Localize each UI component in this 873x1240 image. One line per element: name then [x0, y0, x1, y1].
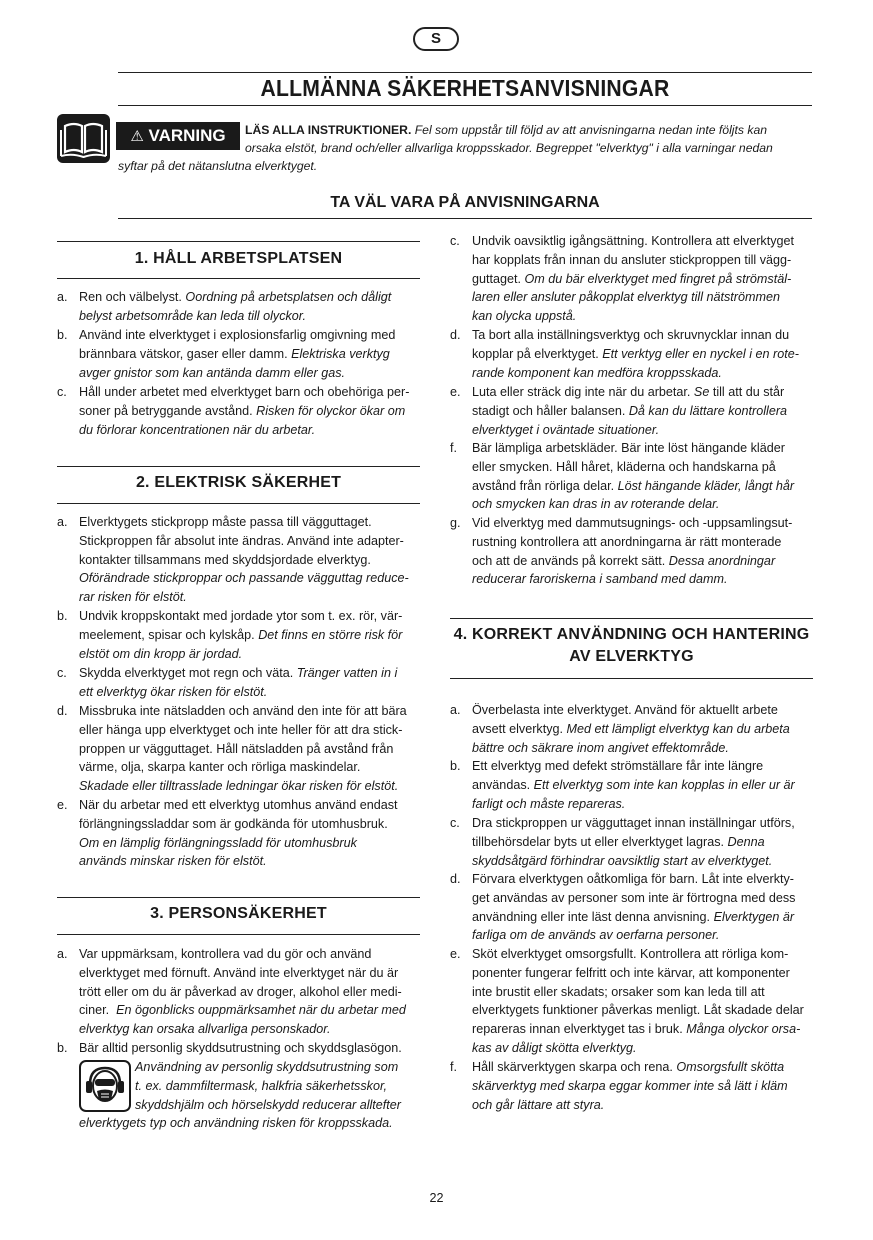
page-number: 22: [429, 1191, 444, 1205]
list-item: f. Bär lämpliga arbetskläder. Bär inte löst hängande kläder eller smycken. Håll håret, kläderna och handskarna på avstånd från rörliga delar. Löst hängande kläder, långt hår och smycken kan dras in av roterande delar.: [450, 441, 795, 512]
section-2-title: 2. ELEKTRISK SÄKERHET: [135, 474, 342, 491]
list-item: e. Luta eller sträck dig inte när du arbetar. Se till att du står stadigt och håller balansen. Då kan du lättare kontrollera elverktyget i oväntade situationer.: [450, 385, 788, 437]
title-rule-bottom: [118, 105, 812, 106]
manual-book-icon: [57, 114, 110, 163]
list-item: f. Håll skärverktygen skarpa och rena. Omsorgsfullt skötta skärverktyg med skarpa eggar kommer inte så lätt i kläm och går lättare att styra.: [450, 1060, 788, 1112]
s3-rule-bottom: [57, 934, 420, 935]
s4-rule-bottom: [450, 678, 813, 679]
list-item: b. Använd inte elverktyget i explosionsfarlig omgivning med brännbara vätskor, gaser eller damm. Elektriska verktyg avger gnistor som kan antända damm eller gas.: [57, 328, 396, 380]
list-item: b. Undvik kroppskontakt med jordade ytor som t. ex. rör, vär- meelement, spisar och kylskåp. Det finns en större risk för elstöt om din kropp är jordad.: [57, 609, 403, 661]
list-item: b. Bär alltid personlig skyddsutrustning och skyddsglasögon. Användning av personlig skyddsutrustning som t. ex. dammfiltermask, halkfria säkerhetsskor, skyddshjälm och hörselskydd reducerar alltefter elverktygets typ och användning risken för kroppsskada.: [57, 1041, 402, 1130]
list-item: a. Var uppmärksam, kontrollera vad du gör och använd elverktyget med förnuft. Använd inte elverktyget när du är trött eller om du är påverkad av droger, alkohol eller medi- ciner. En ögonblicks ouppmärksamhet när du arbetar med elverktyg kan orsaka allvarliga personskador.: [57, 947, 406, 1037]
page-title: ALLMÄNNA SÄKERHETSANVISNINGAR: [260, 75, 670, 101]
warning-text: LÄS ALLA INSTRUKTIONER. Fel som uppstår till följd av att anvisningarna nedan inte följts kan orsaka elstöt, brand och/eller allvarliga kroppsskador. Begreppet "elverktyg" i alla varningar nedan: [245, 123, 773, 155]
list-item: d. Missbruka inte nätsladden och använd den inte för att bära eller hänga upp elverktyget och inte heller för att dra stick- proppen ur vägguttaget. Håll nätsladden på avstånd från värme, olja, skarpa kanter och rörliga maskindelar. Skadade eller tilltrasslade ledningar ökar risken för elstöt.: [57, 704, 407, 794]
s1-rule-bottom: [57, 278, 420, 279]
subtitle: TA VÄL VARA PÅ ANVISNINGARNA: [330, 194, 600, 211]
protective-equipment-icon: [79, 1060, 131, 1112]
s2-rule-bottom: [57, 503, 420, 504]
s3-rule-top: [57, 897, 420, 898]
section-1-title: 1. HÅLL ARBETSPLATSEN: [134, 250, 343, 267]
language-badge: S: [413, 27, 459, 51]
section-3-title: 3. PERSONSÄKERHET: [150, 905, 327, 922]
subtitle-rule: [118, 218, 812, 219]
list-item: a. Elverktygets stickpropp måste passa till vägguttaget. Stickproppen får absolut inte ändras. Använd inte adapter- kontakter tillsammans med skyddsjordade elverktyg. Oförändrade stickproppar och passande vägguttag reduce- rar risken för elstöt.: [57, 515, 409, 605]
list-item: d. Ta bort alla inställningsverktyg och skruvnycklar innan du kopplar på elverktyget. Ett verktyg eller en nyckel i en rote- rande komponent kan medföra kroppsskada.: [450, 328, 799, 380]
list-item: b. Ett elverktyg med defekt strömställare får inte längre användas. Ett elverktyg som inte kan kopplas in eller ur är farligt och måste repareras.: [450, 759, 795, 811]
warning-text-continued: syftar på det nätanslutna elverktyget.: [118, 159, 318, 173]
list-item: d. Förvara elverktygen oåtkomliga för barn. Låt inte elverkty- get användas av personer som inte är förtrogna med dess användning eller inte läst denna anvisning. Elverktygen är farliga om de används av oerfarna personer.: [450, 872, 796, 943]
title-rule-top: [118, 72, 812, 73]
s4-rule-top: [450, 618, 813, 619]
list-item: c. Skydda elverktyget mot regn och väta. Tränger vatten in i ett elverktyg ökar risken för elstöt.: [57, 666, 398, 699]
list-item: e. Sköt elverktyget omsorgsfullt. Kontrollera att rörliga kom- ponenter fungerar felfritt och inte kärvar, att komponenter inte brustit eller skadats; orsaker som kan leda till att elverktygets funktioner påverkas menligt. Låt skadade delar repareras innan elverktyget tas i bruk. Många olyckor orsa- kas av dåligt skötta elverktyg.: [450, 947, 804, 1055]
list-item: a. Överbelasta inte elverktyget. Använd för aktuellt arbete avsett elverktyg. Med ett lämpligt elverktyg kan du arbeta bättre och säkrare inom angivet effektområde.: [450, 703, 790, 755]
list-item: c. Håll under arbetet med elverktyget barn och obehöriga per- soner på betryggande avstånd. Risken för olyckor ökar om du förlorar koncentrationen när du arbetar.: [57, 385, 410, 437]
list-item: a. Ren och välbelyst. Oordning på arbetsplatsen och dåligt belyst arbetsområde kan leda till olyckor.: [57, 290, 392, 323]
list-item: g. Vid elverktyg med dammutsugnings- och -uppsamlingsut- rustning kontrollera att anordningarna är rätt monterade och att de används på korrekt sätt. Dessa anordningar reducerar faroriskerna i samband med damm.: [450, 516, 793, 587]
warning-badge: ⚠ VARNING: [116, 122, 240, 150]
list-item: c. Undvik oavsiktlig igångsättning. Kontrollera att elverktyget har kopplats från innan du ansluter stickproppen till vägg- guttaget. Om du bär elverktyget med fingret på strömstäl- laren eller ansluter påkopplat elverktyg till nätströmmen kan olycka uppstå.: [450, 234, 795, 324]
list-item: c. Dra stickproppen ur vägguttaget innan inställningar utförs, tillbehörsdelar byts ut eller elverktyget lagras. Denna skyddsåtgärd förhindrar oavsiktlig start av elverktyget.: [450, 816, 795, 868]
list-item: e. När du arbetar med ett elverktyg utomhus använd endast förlängningssladdar som är godkända för utomhusbruk. Om en lämplig förlängningssladd för utomhusbruk används minskar risken för elstöt.: [57, 798, 398, 869]
s2-rule-top: [57, 466, 420, 467]
section-4-title: 4. KORREKT ANVÄNDNING OCH HANTERING AV ELVERKTYG: [453, 626, 810, 665]
warning-triangle-icon: ⚠: [130, 128, 144, 145]
s1-rule-top: [57, 241, 420, 242]
